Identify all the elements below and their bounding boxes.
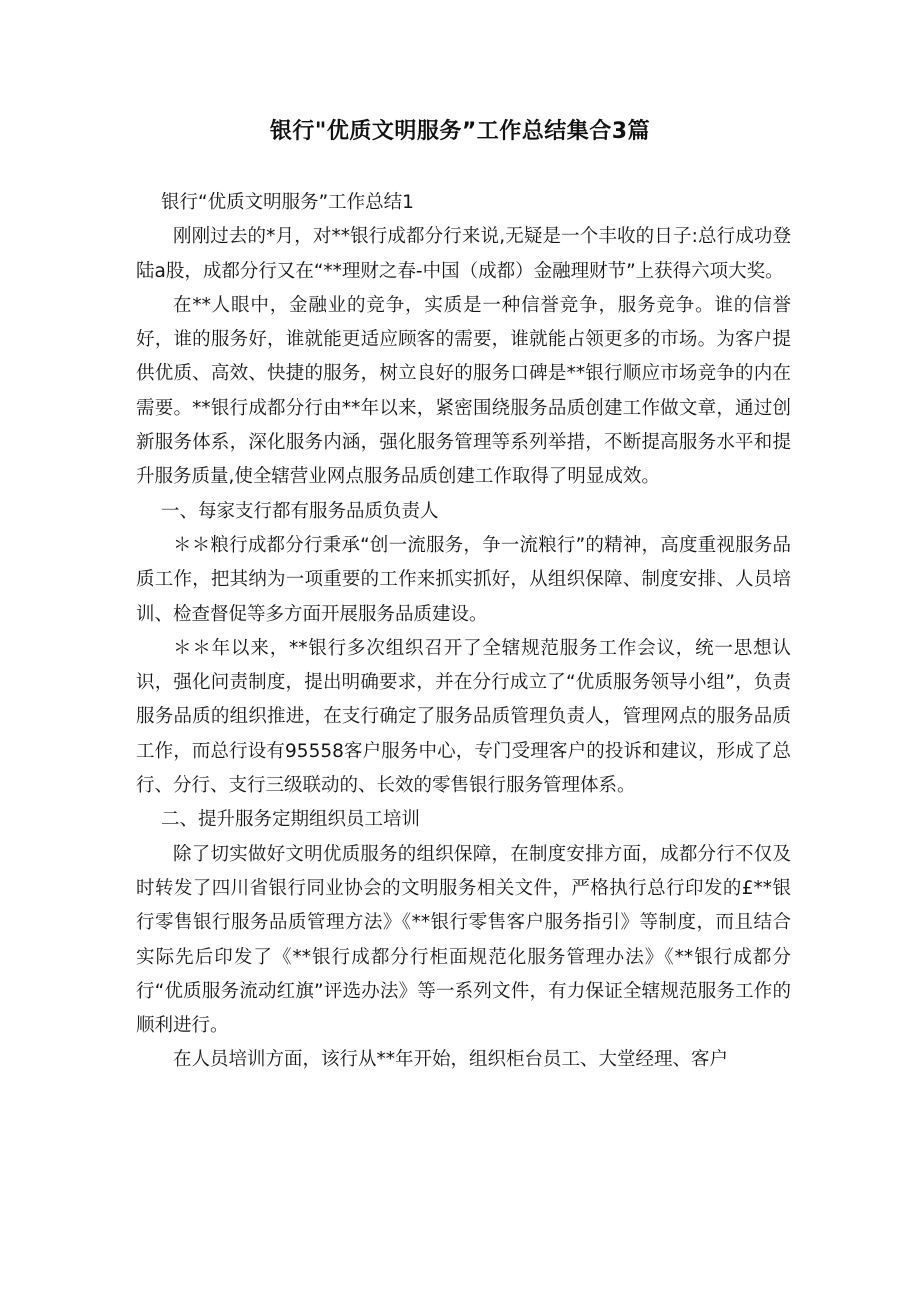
- paragraph: 刚刚过去的*月，对**银行成都分行来说,无疑是一个丰收的日子:总行成功登陆a股，成都分行又在“**理财之春-中国（成都）金融理财节”上获得六项大奖。: [136, 226, 791, 282]
- section-heading: 一、每家支行都有服务品质负责人: [161, 500, 439, 522]
- document-body: [136, 186, 791, 1078]
- paragraph: ＊＊年以来，**银行多次组织召开了全辖规范服务工作会议，统一思想认识，强化问责制度，提出明确要求，并在分行成立了“优质服务领导小组”，负责服务品质的组织推进，在支行确定了服务品质管理负责人，管理网点的服务品质工作，而总行设有95558客户服务中心，专门受理客户的投诉和建议，形成了总行、分行、支行三级联动的、长效的零售银行服务管理体系。: [136, 637, 791, 797]
- document-title: 银行"优质文明服务”工作总结集合3篇: [269, 119, 651, 144]
- paragraph: ＊＊粮行成都分行秉承“创一流服务，争一流粮行”的精神，高度重视服务品质工作，把其纳为一项重要的工作来抓实抓好，从组织保障、制度安排、人员培训、检查督促等多方面开展服务品质建设。: [136, 534, 791, 625]
- paragraph: 除了切实做好文明优质服务的组织保障，在制度安排方面，成都分行不仅及时转发了四川省银行同业协会的文明服务相关文件，严格执行总行印发的£**银行零售银行服务品质管理方法》《**银行零售客户服务指引》等制度，而且结合实际先后印发了《**银行成都分行柜面规范化服务管理办法》《**银行成都分行“优质服务流动红旗”评选办法》等一系列文件，有力保证全辖规范服务工作的顺利进行。: [136, 843, 791, 1037]
- paragraph: 在**人眼中，金融业的竞争，实质是一种信誉竞争，服务竞争。谁的信誉好，谁的服务好，谁就能更适应顾客的需要，谁就能占领更多的市场。为客户提供优质、高效、快捷的服务，树立良好的服务口碑是**银行顺应市场竞争的内在需要。**银行成都分行由**年以来，紧密围绕服务品质创建工作做文章，通过创新服务体系，深化服务内涵，强化服务管理等系列举措，不断提高服务水平和提升服务质量,使全辖营业网点服务品质创建工作取得了明显成效。: [136, 294, 791, 488]
- section-heading: 银行“优质文明服务”工作总结1: [161, 192, 414, 213]
- paragraph: 在人员培训方面，该行从**年开始，组织柜台员工、大堂经理、客户: [173, 1049, 729, 1071]
- section-heading: 二、提升服务定期组织员工培训: [161, 809, 421, 831]
